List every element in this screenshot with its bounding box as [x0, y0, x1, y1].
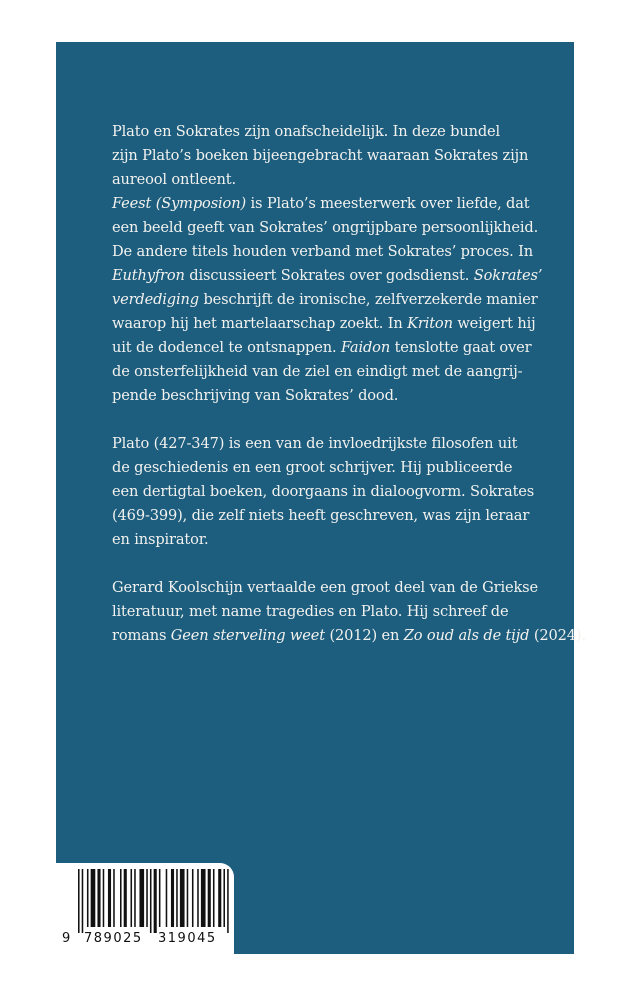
text-line — [112, 264, 560, 288]
text-run: aureool ontleent. — [112, 171, 236, 188]
italic-title: verdediging — [112, 291, 199, 308]
italic-title: Geen sterveling weet — [170, 627, 325, 644]
text-run: tenslotte gaat over — [390, 339, 532, 356]
text-run: romans — [112, 627, 171, 644]
barcode-bar — [159, 869, 161, 927]
text-line — [112, 384, 560, 408]
text-line — [112, 168, 560, 192]
italic-title: Feest (Symposion) — [112, 195, 246, 212]
text-line — [112, 576, 560, 600]
text-run: Plato en Sokrates zijn onafscheidelijk. In deze bundel — [112, 123, 501, 140]
text-run: (2024). — [529, 627, 586, 644]
barcode-bar — [154, 869, 157, 933]
barcode-bar — [197, 869, 199, 927]
text-line — [112, 456, 560, 480]
text-line — [112, 504, 560, 528]
text-line — [112, 312, 560, 336]
barcode-bar — [124, 869, 127, 927]
barcode-bar — [139, 869, 144, 927]
barcode-bar — [146, 869, 148, 927]
text-run: beschrijft de ironische, zelfverzekerde manier — [198, 291, 538, 308]
paragraph-intro — [112, 120, 560, 408]
text-run: literatuur, met name tragedies en Plato. Hij schreef de — [112, 603, 509, 620]
barcode-bar — [227, 869, 229, 933]
barcode-bar — [166, 869, 168, 927]
text-line — [112, 432, 560, 456]
text-line — [112, 360, 560, 384]
barcode-bar — [192, 869, 194, 927]
barcode-bar — [113, 869, 115, 927]
barcode-left-group: 789025 — [84, 931, 143, 946]
text-run: en inspirator. — [112, 531, 209, 548]
barcode-bar — [134, 869, 136, 927]
text-line — [112, 192, 560, 216]
barcode-bar — [223, 869, 225, 927]
text-run: weigert hij — [452, 315, 536, 332]
isbn-barcode — [62, 869, 230, 933]
text-line — [112, 480, 560, 504]
barcode-right-group: 319045 — [158, 931, 217, 946]
barcode-bar — [171, 869, 174, 927]
barcode-panel — [56, 863, 234, 954]
barcode-bar — [82, 869, 84, 933]
italic-title: Kriton — [407, 315, 453, 332]
text-run: De andere titels houden verband met Sokrates’ proces. In — [112, 243, 534, 260]
blurb-text — [112, 120, 586, 672]
barcode-bar — [131, 869, 133, 927]
text-run: discussieert Sokrates over godsdienst. — [184, 267, 474, 284]
text-run: zijn Plato’s boeken bijeengebracht waaraan Sokrates zijn — [112, 147, 529, 164]
text-run: Gerard Koolschijn vertaalde een groot deel van de Griekse — [112, 579, 538, 596]
paragraph-translator-bio — [112, 576, 586, 648]
text-run: uit de dodencel te ontsnappen. — [112, 339, 341, 356]
text-run: de onsterfelijkheid van de ziel en eindigt met de aangrij- — [112, 363, 523, 380]
text-run: (469-399), die zelf niets heeft geschreven, was zijn leraar — [112, 507, 530, 524]
text-line — [112, 144, 560, 168]
text-line — [112, 120, 560, 144]
italic-title: Sokrates’ — [473, 267, 543, 284]
barcode-bar — [176, 869, 178, 927]
text-line — [112, 288, 560, 312]
italic-title: Faidon — [340, 339, 391, 356]
italic-title: Euthyfron — [112, 267, 185, 284]
barcode-bar — [150, 869, 152, 933]
back-cover — [56, 42, 586, 954]
text-run: pende beschrijving van Sokrates’ dood. — [112, 387, 399, 404]
text-run: Plato (427-347) is een van de invloedrijkste filosofen uit — [112, 435, 518, 452]
text-run: de geschiedenis en een groot schrijver. Hij publiceerde — [112, 459, 513, 476]
text-run: (2012) en — [324, 627, 404, 644]
text-line — [112, 600, 560, 624]
text-run: is Plato’s meesterwerk over liefde, dat — [245, 195, 530, 212]
barcode-bar — [218, 869, 221, 927]
text-line — [112, 624, 586, 648]
barcode-lead-digit: 9 — [62, 931, 71, 946]
barcode-bar — [208, 869, 211, 927]
text-run: een dertigtal boeken, doorgaans in dialoogvorm. Sokrates — [112, 483, 535, 500]
barcode-bar — [97, 869, 100, 927]
barcode-bar — [120, 869, 122, 927]
text-run: een beeld geeft van Sokrates’ ongrijpbare persoonlijkheid. — [112, 219, 539, 236]
text-run: waarop hij het martelaarschap zoekt. In — [112, 315, 408, 332]
barcode-bar — [78, 869, 80, 933]
italic-title: Zo oud als de tijd — [403, 627, 530, 644]
barcode-bar — [108, 869, 111, 927]
text-line — [112, 240, 560, 264]
barcode-bar — [213, 869, 215, 927]
barcode-bar — [180, 869, 185, 927]
barcode-bar — [87, 869, 89, 927]
barcode-bar — [187, 869, 189, 927]
paragraph-plato-bio — [112, 432, 560, 552]
barcode-bar — [103, 869, 105, 927]
text-line — [112, 216, 560, 240]
barcode-bar — [91, 869, 96, 927]
text-line — [112, 336, 560, 360]
text-line — [112, 528, 560, 552]
barcode-bar — [201, 869, 206, 927]
